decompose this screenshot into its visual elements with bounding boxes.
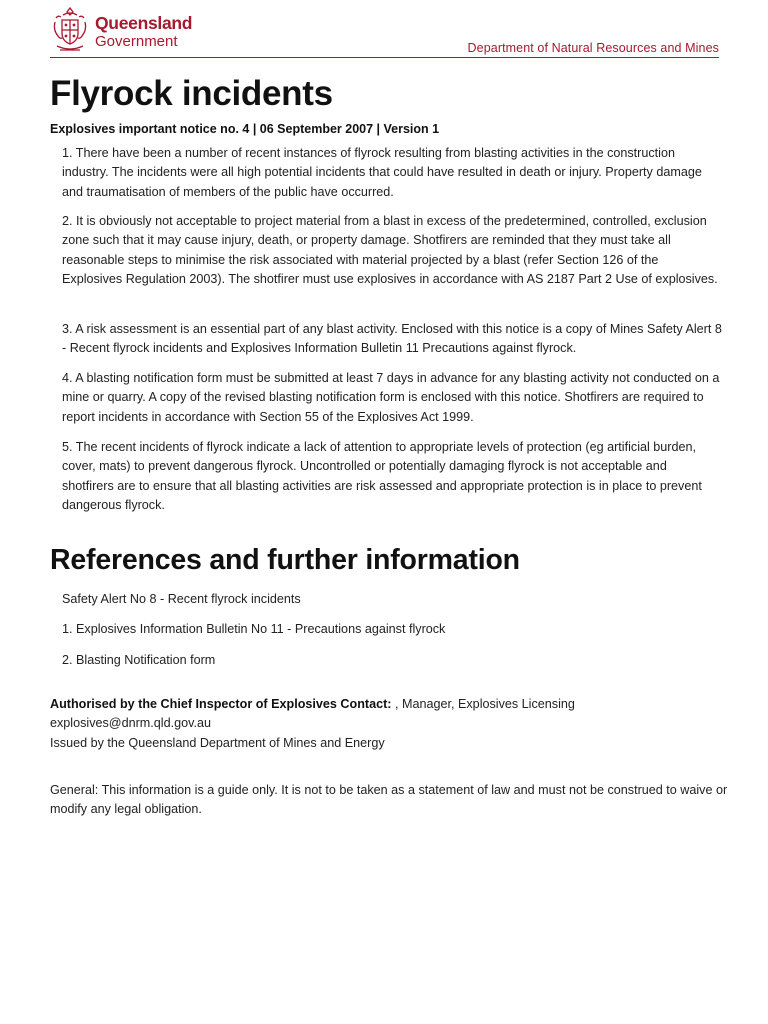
queensland-coat-of-arms-icon [51, 6, 89, 54]
notice-meta: Explosives important notice no. 4 | 06 September 2007 | Version 1 [50, 122, 440, 136]
reference-link-text[interactable]: Safety Alert No 8 - Recent flyrock incidents [62, 592, 301, 606]
header-divider [50, 57, 719, 58]
authorisation-label: Authorised by the Chief Inspector of Explosives Contact: [50, 697, 392, 711]
page-header [50, 6, 719, 58]
department-name: Department of Natural Resources and Mines [467, 41, 719, 55]
contact-email[interactable]: explosives@dnrm.qld.gov.au [50, 716, 211, 731]
government-wordmark [95, 14, 192, 51]
paragraph-4: 4. A blasting notification form must be submitted at least 7 days in advance for any blasting activity not conducted on a mine or quarry. A copy of the revised blasting notification form is enclosed with this notice. Shotfirers are required to report incidents in accordance with Section 55 of the Explosives Act 1999. [62, 371, 720, 424]
reference-link-notification-form[interactable] [62, 653, 215, 667]
gov-wordmark-line2: Government [95, 33, 178, 50]
paragraph-3: 3. A risk assessment is an essential part of any blast activity. Enclosed with this notice is a copy of Mines Safety Alert 8 - Recent flyrock incidents and Explosives Information Bulletin 11 Precautions against flyrock. [62, 322, 722, 356]
issued-by: Issued by the Queensland Department of Mines and Energy [50, 735, 385, 750]
paragraph-2: 2. It is obviously not acceptable to project material from a blast in excess of the predetermined, controlled, exclusion zone such that it may cause injury, death, or property damage. Shotfirers are reminded that they must take all reasonable steps to minimise the risk associated with material projected by a blast (refer Section 126 of the Explosives Regulation 2003). The shotfirer must use explosives in accordance with AS 2187 Part 2 Use of explosives. [62, 214, 718, 287]
references-heading: References and further information [50, 544, 520, 576]
authorisation-block [50, 695, 730, 753]
paragraph-5: 5. The recent incidents of flyrock indicate a lack of attention to appropriate levels of protection (eg artificial burden, cover, mats) to prevent dangerous flyrock. Uncontrolled or potentially damaging flyrock is not acceptable and shotfirers are to ensure that all blasting activities are risk assessed and appropriate protection is in place to prevent dangerous flyrock. [62, 440, 702, 513]
reference-link-text[interactable]: 1. Explosives Information Bulletin No 11 - Precautions against flyrock [62, 622, 446, 636]
reference-link-text[interactable]: 2. Blasting Notification form [62, 653, 216, 667]
page-title: Flyrock incidents [50, 74, 333, 113]
general-disclaimer: General: This information is a guide only. It is not to be taken as a statement of law and must not be construed to waive or modify any legal obligation. [50, 783, 728, 817]
paragraph-1: 1. There have been a number of recent instances of flyrock resulting from blasting activities in the construction industry. The incidents were all high potential incidents that could have resulted in death or injury. Property damage and traumatisation of members of the public have occurred. [62, 146, 702, 199]
gov-wordmark-line1: Queensland [95, 13, 193, 33]
reference-link-safety-alert[interactable] [62, 592, 301, 606]
authorisation-contact: , Manager, Explosives Licensing [391, 697, 575, 711]
reference-link-bulletin[interactable] [62, 622, 445, 636]
